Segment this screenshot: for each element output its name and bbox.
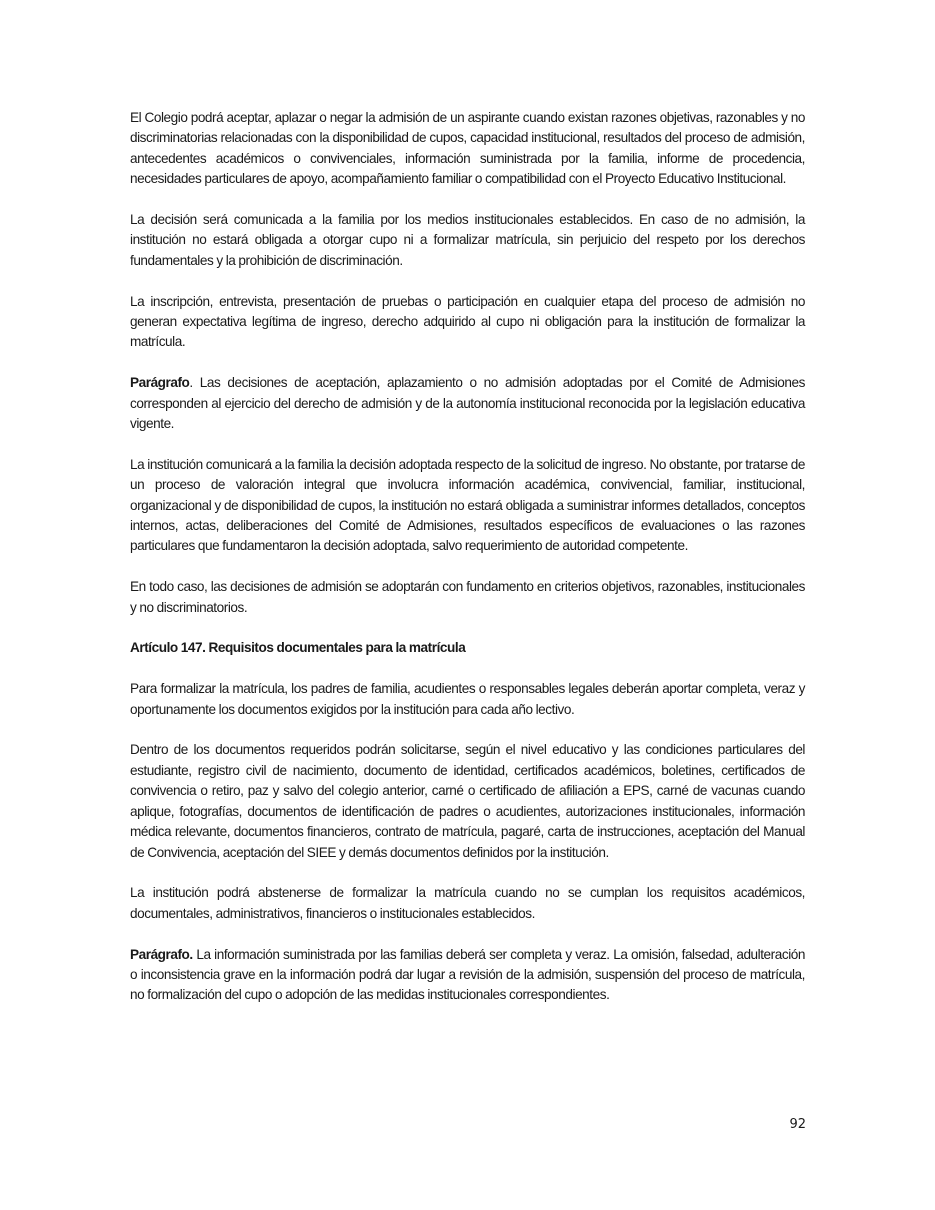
paragrafo-text: . Las decisiones de aceptación, aplazamiento o no admisión adoptadas por el Comité de Admisiones corresponden al ejercicio del derecho de admisión y de la autonomía institucional reconocida por la legislación educativa vigente.: [130, 375, 805, 432]
paragraph-no-expectation: La inscripción, entrevista, presentación de pruebas o participación en cualquier etapa del proceso de admisión no generan expectativa legítima de ingreso, derecho adquirido al cupo ni obligación para la institución de formalizar la matrícula.: [130, 293, 805, 350]
paragraph-paragrafo-information: [130, 945, 805, 1006]
paragraph-admission-decision: El Colegio podrá aceptar, aplazar o negar la admisión de un aspirante cuando existan razones objetivas, razonables y no discriminatorias relacionadas con la disponibilidad de cupos, capacidad institucional, resultados del proceso de admisión, antecedentes académicos o convivenciales, información suministrada por la familia, informe de procedencia, necesidades particulares de apoyo, acompañamiento familiar o compatibilidad con el Proyecto Educativo Institucional.: [130, 110, 805, 187]
document-body: [130, 108, 805, 1006]
paragrafo-label: Parágrafo: [130, 375, 190, 391]
paragraph-formalize-enrollment: Para formalizar la matrícula, los padres de familia, acudientes o responsables legales deberán aportar completa, veraz y oportunamente los documentos exigidos por la institución para cada año lectivo.: [130, 681, 805, 717]
paragrafo-text: La información suministrada por las familias deberá ser completa y veraz. La omisión, falsedad, adulteración o inconsistencia grave en la información podrá dar lugar a revisión de la admisión, suspensión del proceso de matrícula, no formalización del cupo o adopción de las medidas institucionales correspondientes.: [130, 946, 805, 1003]
paragraph-family-notification: La institución comunicará a la familia la decisión adoptada respecto de la solicitud de ingreso. No obstante, por tratarse de un proceso de valoración integral que involucra información académica, convivencial, familiar, institucional, organizacional y de disponibilidad de cupos, la institución no estará obligada a suministrar informes detallados, conceptos internos, actas, deliberaciones del Comité de Admisiones, resultados específicos de evaluaciones o las razones particulares que fundamentaron la decisión adoptada, salvo requerimiento de autoridad competente.: [130, 456, 805, 554]
paragraph-objective-criteria: En todo caso, las decisiones de admisión se adoptarán con fundamento en criterios objetivos, razonables, institucionales y no discriminatorios.: [130, 579, 805, 615]
paragraph-paragrafo-committee: [130, 373, 805, 434]
paragrafo-label: Parágrafo.: [130, 946, 193, 962]
page-number: 92: [789, 1117, 806, 1132]
paragraph-required-documents: Dentro de los documentos requeridos podrán solicitarse, según el nivel educativo y las condiciones particulares del estudiante, registro civil de nacimiento, documento de identidad, certificados académicos, boletines, certificados de convivencia o retiro, paz y salvo del colegio anterior, carné o certificado de afiliación a EPS, carné de vacunas cuando aplique, fotografías, documentos de identificación de padres o acudientes, autorizaciones institucionales, información médica relevante, documentos financieros, contrato de matrícula, pagaré, carta de instrucciones, aceptación del Manual de Convivencia, aceptación del SIEE y demás documentos definidos por la institución.: [130, 742, 805, 860]
paragraph-communication: La decisión será comunicada a la familia por los medios institucionales establecidos. En caso de no admisión, la institución no estará obligada a otorgar cupo ni a formalizar matrícula, sin perjuicio del respeto por los derechos fundamentales y la prohibición de discriminación.: [130, 212, 805, 268]
article-heading: Artículo 147. Requisitos documentales para la matrícula: [130, 640, 466, 656]
paragraph-abstain: La institución podrá abstenerse de formalizar la matrícula cuando no se cumplan los requisitos académicos, documentales, administrativos, financieros o institucionales establecidos.: [130, 885, 805, 921]
